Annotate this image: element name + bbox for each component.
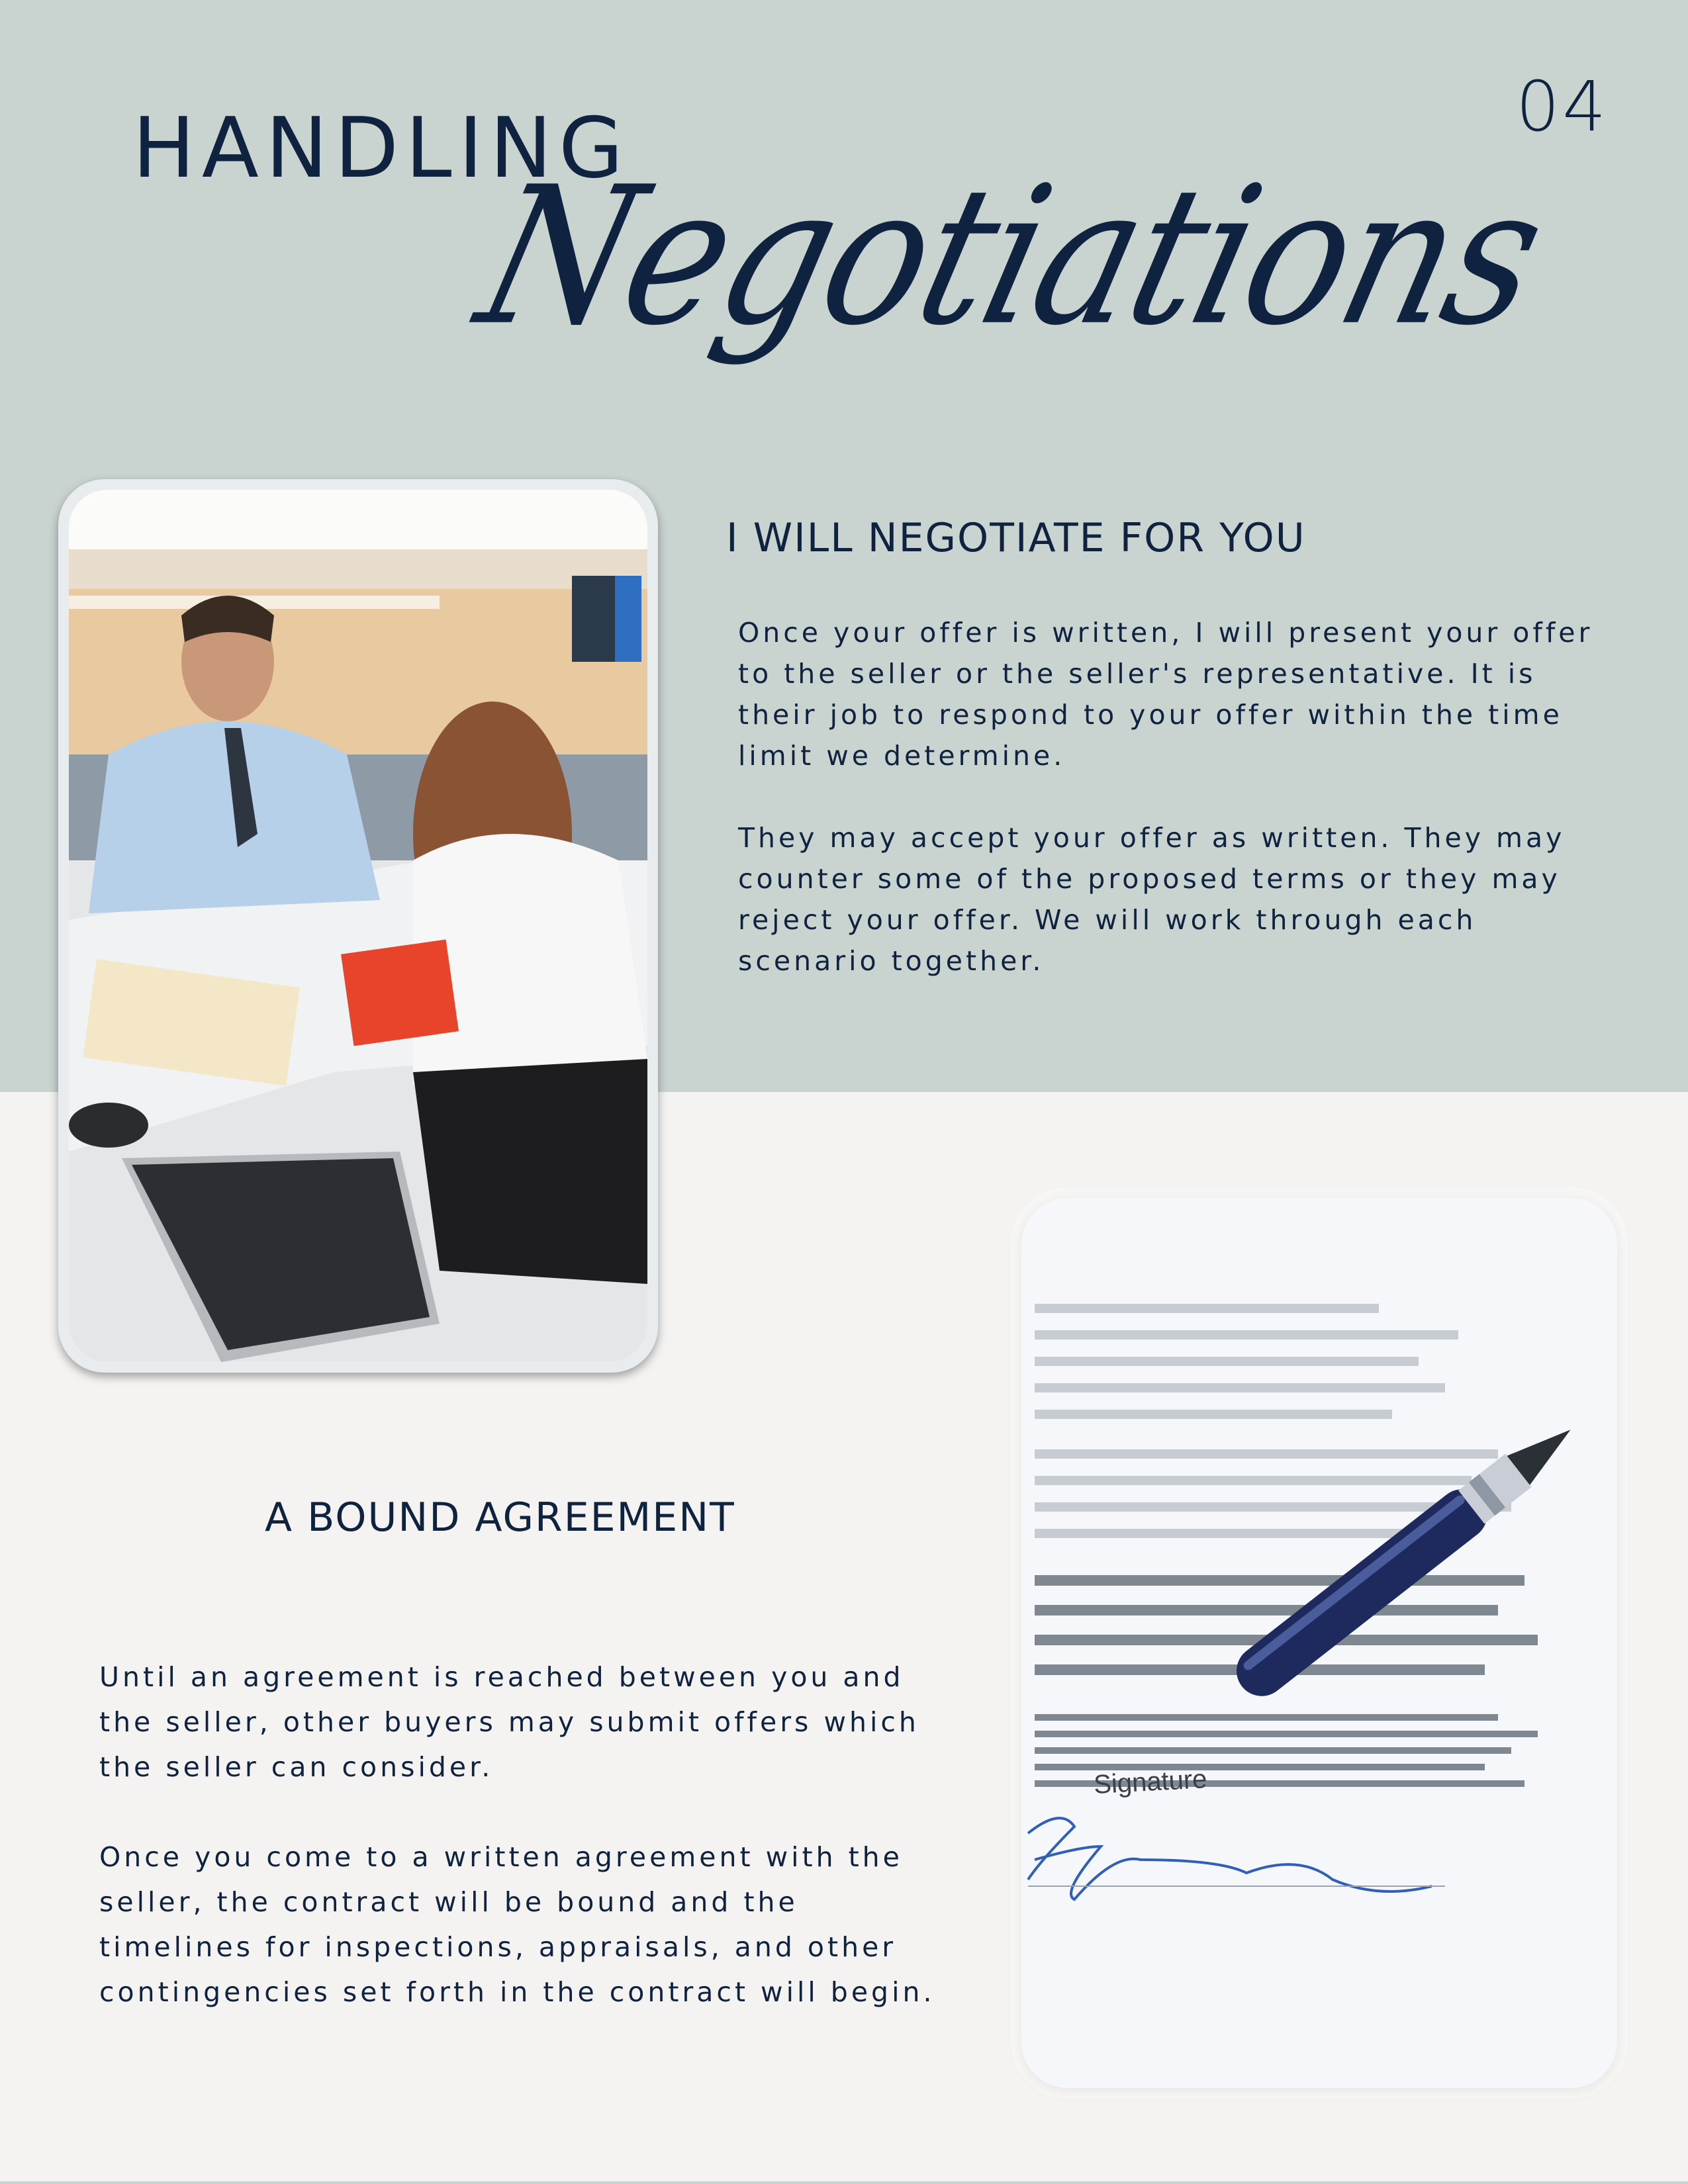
negotiate-paragraph-2: They may accept your offer as written. They may counter some of the proposed terms or they may reject your offer. We will work through each scenario together. <box>738 822 1566 977</box>
bottom-divider <box>0 2181 1688 2184</box>
signature-label: Signature <box>1093 1764 1208 1799</box>
agreement-paragraph-2: Once you come to a written agreement with the seller, the contract will be bound and the timelines for inspections, appraisals, and other contingencies set forth in the contract will begin. <box>99 1841 935 2008</box>
negotiate-paragraph-1: Once your offer is written, I will present your offer to the seller or the seller's representative. It is their job to respond to your offer within the time limit we determine. <box>738 617 1593 772</box>
agreement-body <box>99 1655 960 2060</box>
pen-signature-photo-icon <box>1021 1198 1617 2088</box>
page-title-script: Negotiations <box>461 146 1562 367</box>
meeting-photo-frame <box>58 479 658 1373</box>
agreement-paragraph-1: Until an agreement is reached between you and the seller, other buyers may submit offers which the seller can consider. <box>99 1661 919 1783</box>
page-title: HANDLING <box>132 99 630 197</box>
office-meeting-photo-icon <box>69 490 647 1362</box>
signature-photo-frame <box>1021 1198 1617 2088</box>
page-number: 04 <box>1516 66 1609 147</box>
negotiate-body <box>738 612 1625 1023</box>
section-heading-agreement: A BOUND AGREEMENT <box>265 1494 735 1541</box>
section-heading-negotiate: I WILL NEGOTIATE FOR YOU <box>726 515 1306 561</box>
